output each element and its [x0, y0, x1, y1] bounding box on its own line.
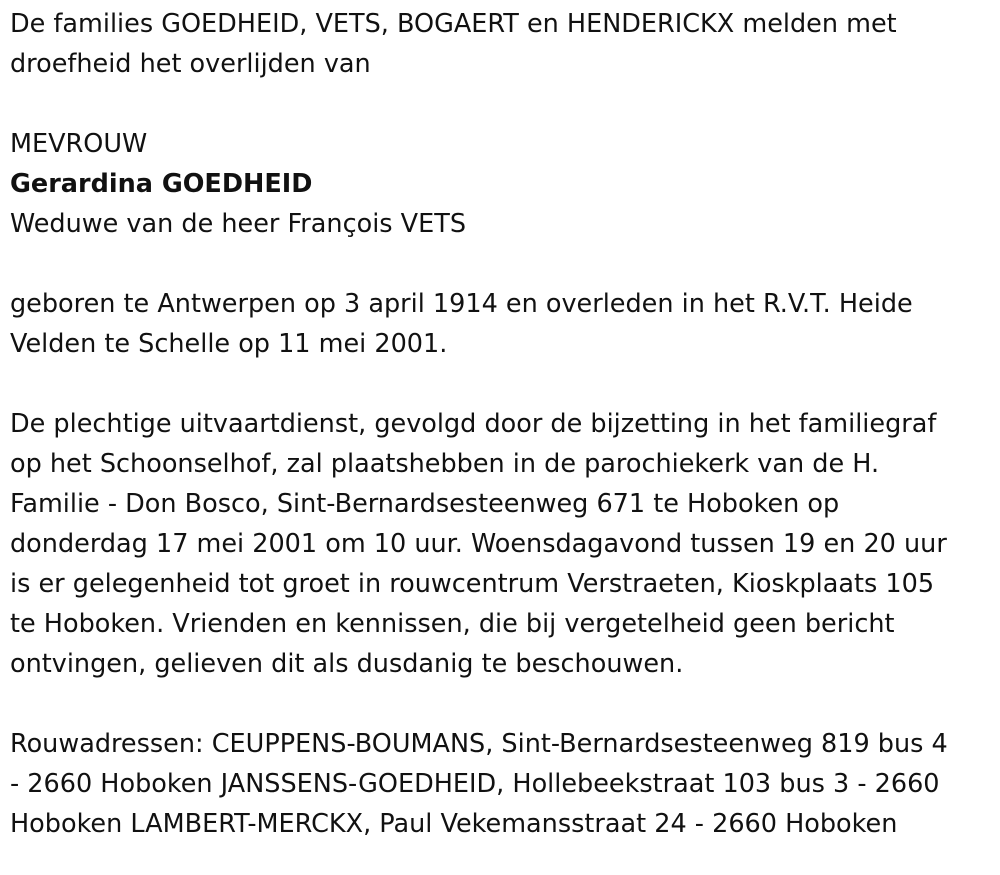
- spacer: [10, 84, 990, 124]
- spacer: [10, 244, 990, 284]
- intro-text: De families GOEDHEID, VETS, BOGAERT en HENDERICKX melden met droefheid het overlijden van: [10, 9, 897, 79]
- spacer: [10, 364, 990, 404]
- relation-text: Weduwe van de heer François VETS: [10, 209, 466, 239]
- spacer: [10, 684, 990, 724]
- birth-death-text: geboren te Antwerpen op 3 april 1914 en overleden in het R.V.T. Heide Velden te Schelle op 11 mei 2001.: [10, 289, 913, 359]
- mourning-addresses: Rouwadressen: CEUPPENS-BOUMANS, Sint-Bernardsesteenweg 819 bus 4 - 2660 Hoboken JANSSENS-GOEDHEID, Hollebeekstraat 103 bus 3 - 2660 Hoboken LAMBERT-MERCKX, Paul Vekemansstraat 24 - 2660 Hoboken: [10, 729, 948, 839]
- deceased-name: Gerardina GOEDHEID: [10, 169, 313, 199]
- ceremony-text: De plechtige uitvaartdienst, gevolgd door de bijzetting in het familiegraf op het Schoonselhof, zal plaatshebben in de parochiekerk van de H. Familie - Don Bosco, Sint-Bernardsesteenweg 671 te Hoboken op donderdag 17 mei 2001 om 10 uur. Woensdagavond tussen 19 en 20 uur is er gelegenheid tot groet in rouwcentrum Verstraeten, Kioskplaats 105 te Hoboken. Vrienden en kennissen, die bij vergetelheid geen bericht ontvingen, gelieven dit als dusdanig te beschouwen.: [10, 409, 947, 679]
- salutation: MEVROUW: [10, 129, 148, 159]
